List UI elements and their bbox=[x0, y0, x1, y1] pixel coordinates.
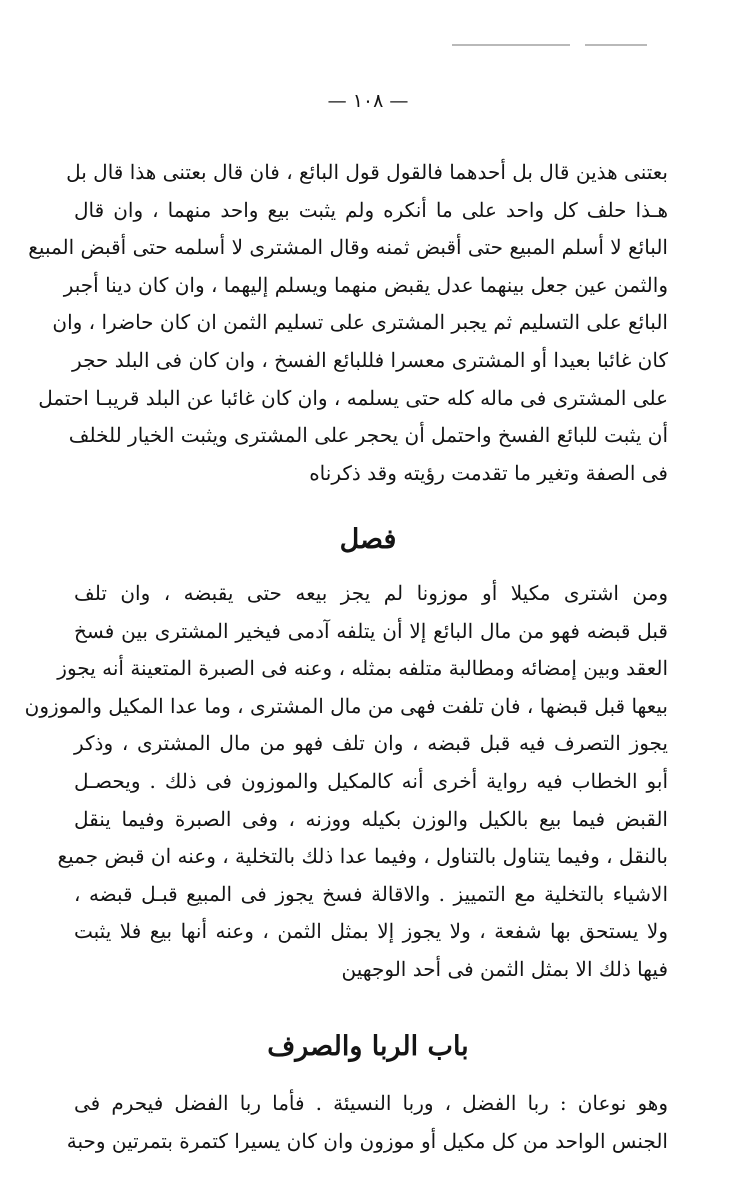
text-line: أبو الخطاب فيه رواية أخرى أنه كالمكيل والموزون فى ذلك . ويحصـل bbox=[74, 768, 669, 793]
paragraph bbox=[66, 1085, 668, 1160]
text-line: يجوز التصرف فيه قبل قبضه ، وان تلف فهو من مال المشترى ، وذكر bbox=[74, 731, 668, 756]
text-line: كان غائبا بعيدا أو المشترى معسرا فللبائع الفسخ ، وان كان فى البلد حجر bbox=[72, 347, 668, 372]
text-line: الاشياء بالتخلية مع التمييز . والاقالة فسخ يجوز فى المبيع قبـل قبضه ، bbox=[74, 881, 668, 906]
text-line: البائع على التسليم ثم يجبر المشترى على تسليم الثمن ان كان حاضرا ، وان bbox=[52, 310, 668, 335]
chapter-heading: باب الربا والصرف bbox=[267, 1031, 469, 1062]
text-line: والثمن عين جعل بينهما عدل يقبض منهما ويسلم إليهما ، وان كان دينا أجبر bbox=[63, 272, 668, 297]
text-line: فيها ذلك الا بمثل الثمن فى أحد الوجهين bbox=[341, 956, 668, 981]
text-line: على المشترى فى ماله كله حتى يسلمه ، وان كان غائبا عن البلد قريبـا احتمل bbox=[38, 385, 668, 410]
text-line: قبل قبضه فهو من مال البائع إلا أن يتلفه آدمى فيخير المشترى بين فسخ bbox=[74, 618, 668, 643]
text-line: أن يثبت للبائع الفسخ واحتمل أن يحجر على المشترى ويثبت الخيار للخلف bbox=[68, 423, 668, 448]
scan-edge-mark bbox=[452, 44, 570, 46]
text-line: وهو نوعان : ربا الفضل ، وربا النسيئة . فأما ربا الفضل فيحرم فى bbox=[74, 1091, 668, 1115]
text-line: العقد وبين إمضائه ومطالبة متلفه بمثله ، وعنه فى الصبرة المتعينة أنه يجوز bbox=[57, 656, 668, 681]
text-line: فى الصفة وتغير ما تقدمت رؤيته وقد ذكرناه bbox=[309, 460, 668, 485]
text-line: القبض فيما بيع بالكيل والوزن بكيله ووزنه ، وفى الصبرة وفيما ينقل bbox=[74, 806, 668, 831]
text-line: هـذا حلف كل واحد على ما أنكره ولم يثبت بيع واحد منهما ، وان قال bbox=[74, 197, 668, 222]
text-line: الجنس الواحد من كل مكيل أو موزون وان كان يسيرا كتمرة بتمرتين وحبة bbox=[66, 1128, 668, 1153]
text-line: بالنقل ، وفيما يتناول بالتناول ، وفيما عدا ذلك بالتخلية ، وعنه ان قبض جميع bbox=[57, 844, 668, 869]
text-line: بعتنى هذين قال بل أحدهما فالقول قول البائع ، فان قال بعتنى هذا قال بل bbox=[66, 160, 668, 184]
scan-edge-mark bbox=[585, 44, 647, 46]
page-number: — ١٠٨ — bbox=[327, 90, 409, 112]
text-line: ولا يستحق بها شفعة ، ولا يجوز إلا بمثل الثمن ، وعنه أنها بيع فلا يثبت bbox=[74, 919, 668, 944]
section-heading: فصل bbox=[339, 524, 397, 555]
text-line: ومن اشترى مكيلا أو موزونا لم يجز بيعه حتى يقبضه ، وان تلف bbox=[74, 581, 668, 605]
text-line: بيعها قبل قبضها ، فان تلفت فهى من مال المشترى ، وما عدا المكيل والموزون bbox=[24, 693, 668, 718]
paragraph bbox=[24, 575, 669, 989]
text-line: البائع لا أسلم المبيع حتى أقبض ثمنه وقال المشترى لا أسلمه حتى أقبض المبيع bbox=[28, 235, 668, 260]
paragraph bbox=[28, 154, 668, 492]
